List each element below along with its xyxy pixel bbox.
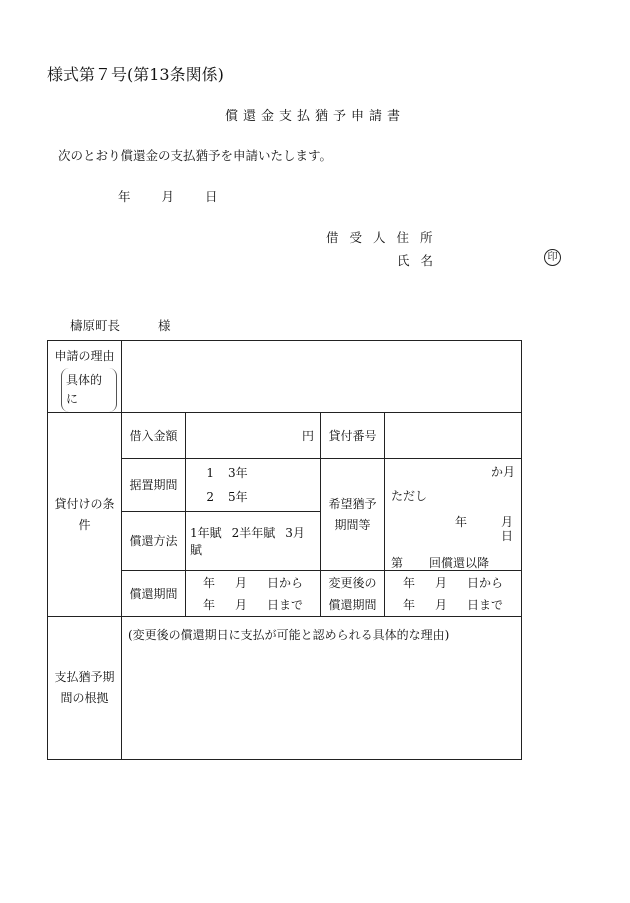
deferral-input[interactable] bbox=[385, 459, 522, 571]
loan-number-label: 貸付番号 bbox=[321, 413, 385, 459]
basis-label-cell bbox=[48, 617, 122, 760]
intro-text: 次のとおり償還金の支払猶予を申請いたします。 bbox=[58, 148, 333, 163]
grace-period-label: 据置期間 bbox=[122, 459, 186, 512]
deferral-from: 第 回償還以降 bbox=[391, 556, 490, 570]
application-form-table bbox=[47, 340, 522, 760]
reason-input[interactable] bbox=[122, 341, 522, 413]
reason-row bbox=[48, 341, 522, 413]
date-month: 月 bbox=[161, 189, 175, 204]
date-day: 日 bbox=[205, 189, 218, 204]
basis-note: (変更後の償還期日に支払が可能と認められる具体的な理由) bbox=[128, 628, 450, 642]
repayment-period-input[interactable]: 年 月 日から 年 月 日まで bbox=[186, 571, 321, 617]
basis-label: 支払猶予期間の根拠 bbox=[54, 670, 115, 705]
seal-mark: 印 bbox=[544, 249, 561, 266]
borrower-name-label: 氏名 bbox=[397, 253, 445, 268]
deferral-months: か月 bbox=[490, 465, 515, 479]
deferral-proviso: ただし bbox=[391, 489, 428, 503]
loan-amount-input[interactable] bbox=[186, 413, 321, 459]
reason-note: 具体的に bbox=[61, 368, 117, 412]
date-year: 年 bbox=[118, 189, 131, 204]
changed-period-input[interactable]: 年 月 日から 年 月 日まで bbox=[385, 571, 522, 617]
reason-label-cell bbox=[48, 341, 122, 413]
loan-number-input[interactable] bbox=[385, 413, 522, 459]
deferral-label: 希望猶予期間等 bbox=[328, 496, 377, 532]
document-title: 償還金支払猶予申請書 bbox=[224, 109, 405, 124]
repayment-method-label: 償還方法 bbox=[122, 511, 186, 570]
borrower-address-label: 借受人住所 bbox=[326, 230, 444, 245]
basis-input[interactable] bbox=[122, 617, 522, 760]
form-number: 様式第７号(第13条関係) bbox=[47, 65, 224, 84]
conditions-label-cell bbox=[48, 413, 122, 617]
grace-option[interactable]: 1 3年 bbox=[206, 465, 248, 480]
method-option[interactable]: 3月賦 bbox=[190, 525, 305, 557]
application-date bbox=[118, 187, 249, 205]
loan-amount-unit: 円 bbox=[301, 429, 314, 443]
repayment-method-options[interactable] bbox=[186, 511, 321, 570]
repayment-period-label: 償還期間 bbox=[122, 571, 186, 617]
loan-amount-label: 借入金額 bbox=[122, 413, 186, 459]
grace-option[interactable]: 2 5年 bbox=[206, 489, 248, 504]
grace-period-options[interactable] bbox=[186, 459, 321, 512]
conditions-label: 貸付けの条件 bbox=[54, 496, 115, 532]
method-option[interactable]: 2半年賦 bbox=[231, 525, 276, 540]
addressee-honorific: 様 bbox=[158, 318, 171, 333]
addressee-name: 檮原町長 bbox=[70, 318, 121, 333]
changed-period-label: 変更後の 償還期間 bbox=[321, 571, 385, 617]
addressee bbox=[70, 316, 171, 334]
method-option[interactable]: 1年賦 bbox=[190, 525, 222, 540]
deferral-label-cell bbox=[321, 459, 385, 571]
reason-label: 申請の理由 bbox=[54, 349, 115, 363]
deferral-date: 年 月日 bbox=[454, 515, 513, 543]
